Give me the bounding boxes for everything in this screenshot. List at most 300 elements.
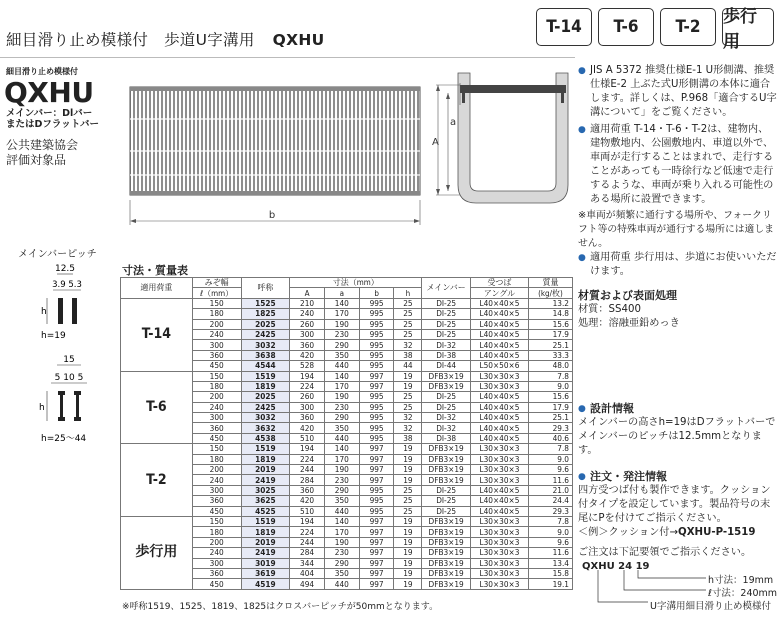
table-row [121,516,573,526]
table-cell: 420 [290,496,325,506]
table-cell: 290 [324,340,359,350]
table-cell: 420 [290,350,325,360]
table-cell: 29.3 [528,506,572,516]
badge-t14: T-14 [536,8,592,46]
table-cell: 170 [324,309,359,319]
table-cell: 25 [394,402,422,412]
svg-text:h=25〜44: h=25〜44 [41,434,87,444]
design-text: メインバーの高さh=19はDフラットバーでメインバーのピッチは12.5mmとなります。 [578,417,776,456]
table-cell: L40×40×5 [470,506,528,516]
table-cell: L30×30×3 [470,371,528,381]
table-cell: 450 [192,579,241,589]
table-cell: 19 [394,537,422,547]
table-cell: 19 [394,475,422,485]
table-cell: L30×30×3 [470,454,528,464]
table-cell: DFB3×19 [422,465,471,475]
th-mass: 質量 [528,278,572,288]
table-cell: 2025 [241,319,290,329]
table-cell: 997 [359,371,394,381]
th-angle-2: アングル [470,288,528,298]
table-cell: L40×40×5 [470,298,528,308]
table-cell: 4525 [241,506,290,516]
right-column [578,64,778,331]
table-cell: 300 [192,485,241,495]
table-cell: 170 [324,454,359,464]
order-example-code: QXHU-P-1519 [678,527,756,538]
table-cell: 300 [290,402,325,412]
table-cell: 224 [290,527,325,537]
table-cell: 4519 [241,579,290,589]
table-cell: 190 [324,392,359,402]
table-cell: 494 [290,579,325,589]
table-cell: 360 [290,413,325,423]
table-cell: L30×30×3 [470,579,528,589]
table-cell: 1519 [241,516,290,526]
svg-text:5 10 5: 5 10 5 [54,373,84,383]
table-cell: DFB3×19 [422,516,471,526]
table-cell: 995 [359,350,394,360]
table-cell: 9.6 [528,465,572,475]
th-dims: 寸法（mm） [290,278,422,288]
design-section [578,402,778,458]
table-row [121,371,573,381]
th-A: A [290,288,325,298]
grating-top-view [130,87,420,195]
table-cell: 15.6 [528,392,572,402]
table-cell: 360 [290,485,325,495]
table-cell: 995 [359,413,394,423]
bullet-jis: ● JIS A 5372 推奨仕様E-1 U形側溝、推奨仕様E-2 上ぶた式U形側溝の本体に適合します。詳しくは、P.968「適合するU字溝について」をご覧ください。 [578,64,778,120]
table-cell: 995 [359,361,394,371]
table-cell: 180 [192,381,241,391]
table-cell: 360 [192,568,241,578]
badge-t2: T-2 [660,8,716,46]
table-cell: 44 [394,361,422,371]
table-cell: 11.6 [528,475,572,485]
table-cell: 510 [290,506,325,516]
table-cell: DFB3×19 [422,548,471,558]
table-cell: L30×30×3 [470,381,528,391]
th-name: 呼称 [241,278,290,299]
table-cell: 194 [290,444,325,454]
table-cell: 3619 [241,568,290,578]
pitch-figure-25-44 [25,353,115,445]
table-cell: 2425 [241,402,290,412]
bullet-pedestrian: ● 適用荷重 歩行用は、歩道にお使いいただけます。 [578,251,778,279]
table-cell: 19.1 [528,579,572,589]
table-cell: 19 [394,527,422,537]
table-cell: L30×30×3 [470,568,528,578]
svg-text:h: h [41,307,47,317]
table-cell: 290 [324,485,359,495]
order-instruction: ご注文は下記要領でご指示ください。 [578,547,752,558]
table-cell: 350 [324,423,359,433]
table-cell: DFB3×19 [422,568,471,578]
material-line2: 処理：溶融亜鉛めっき [578,318,680,329]
th-main-bar: メインバー [422,278,471,299]
table-cell: 2419 [241,475,290,485]
spec-table [120,277,573,590]
table-cell: 7.8 [528,444,572,454]
table-cell: 2025 [241,392,290,402]
table-cell: 190 [324,537,359,547]
table-cell: 29.3 [528,423,572,433]
table-cell: 995 [359,433,394,443]
table-cell: DFB3×19 [422,475,471,485]
table-cell: 997 [359,516,394,526]
table-cell: L30×30×3 [470,516,528,526]
table-cell: 440 [324,433,359,443]
table-cell: 19 [394,444,422,454]
table-cell: 230 [324,329,359,339]
table-cell: 48.0 [528,361,572,371]
table-cell: 2019 [241,465,290,475]
table-cell: 995 [359,298,394,308]
table-cell: DI-38 [422,433,471,443]
th-width: みぞ幅 [192,278,241,288]
table-cell: 1825 [241,309,290,319]
table-cell: 33.3 [528,350,572,360]
table-cell: 997 [359,527,394,537]
table-cell: DI-25 [422,319,471,329]
table-cell: 528 [290,361,325,371]
table-cell: 224 [290,454,325,464]
svg-text:3.9 5.3: 3.9 5.3 [52,280,82,290]
table-cell: 997 [359,475,394,485]
table-cell: 25 [394,506,422,516]
table-cell: 300 [192,413,241,423]
table-cell: 995 [359,485,394,495]
table-cell: 2019 [241,537,290,547]
title-code: QXHU [272,31,325,49]
svg-text:15: 15 [63,355,75,365]
table-cell: 997 [359,465,394,475]
table-cell: L40×40×5 [470,309,528,319]
table-cell: L40×40×5 [470,340,528,350]
th-mass-unit: (kg/枚) [528,288,572,298]
table-cell: DFB3×19 [422,444,471,454]
title-text: 細目滑り止め模様付 歩道U字溝用 [6,31,255,49]
table-cell: 200 [192,465,241,475]
table-cell: 140 [324,371,359,381]
table-cell: DI-44 [422,361,471,371]
table-cell: DI-32 [422,413,471,423]
table-title: 寸法・質量表 [122,264,188,277]
order-code: QXHU 24 19 [582,561,650,572]
table-cell: 350 [324,496,359,506]
table-cell: DI-38 [422,350,471,360]
header-divider [0,57,575,58]
table-cell: L50×50×6 [470,361,528,371]
table-cell: 170 [324,381,359,391]
table-cell: 360 [192,423,241,433]
table-cell: 240 [192,475,241,485]
table-cell: 440 [324,579,359,589]
table-cell: 1525 [241,298,290,308]
table-cell: L40×40×5 [470,423,528,433]
table-cell: DI-32 [422,423,471,433]
table-cell: L40×40×5 [470,350,528,360]
table-cell: 19 [394,371,422,381]
table-cell: 995 [359,402,394,412]
table-cell: DI-25 [422,392,471,402]
pitch-title: メインバーピッチ [18,249,97,260]
table-cell: 25 [394,496,422,506]
table-cell: 997 [359,537,394,547]
table-cell: 240 [290,309,325,319]
table-cell: 3632 [241,423,290,433]
badge-pedestrian: 歩行用 [722,8,774,46]
table-cell: 420 [290,423,325,433]
table-cell: L30×30×3 [470,527,528,537]
table-cell: 200 [192,537,241,547]
table-header-row [121,278,573,288]
table-cell: 510 [290,433,325,443]
table-cell: 25 [394,309,422,319]
th-width-unit: ℓ（mm） [192,288,241,298]
table-cell: 180 [192,527,241,537]
table-cell: 38 [394,433,422,443]
th-b: b [359,288,394,298]
table-cell: 19 [394,465,422,475]
main-bar-note [6,108,99,130]
table-cell: 25.1 [528,413,572,423]
table-cell: 19 [394,558,422,568]
table-cell: 450 [192,361,241,371]
table-cell: 450 [192,506,241,516]
table-cell: 350 [324,350,359,360]
table-cell: L40×40×5 [470,319,528,329]
legend-l: ℓ寸法：240mm [708,588,778,599]
legend-name: U字溝用細目滑り止め模様付 [650,601,771,612]
table-cell: DFB3×19 [422,579,471,589]
th-angle: 受つば [470,278,528,288]
table-cell: DI-25 [422,485,471,495]
table-cell: 17.9 [528,402,572,412]
table-cell: 200 [192,319,241,329]
table-cell: 150 [192,298,241,308]
assoc-line2: 評価対象品 [6,153,67,167]
table-cell: DI-25 [422,298,471,308]
table-cell: 19 [394,568,422,578]
table-cell: 995 [359,319,394,329]
table-cell: L30×30×3 [470,558,528,568]
table-cell: 7.8 [528,516,572,526]
table-cell: 350 [324,568,359,578]
table-footnote: ※呼称1519、1525、1819、1825はクロスバーピッチが50mmとなります。 [122,602,439,612]
material-line1: 材質：SS400 [578,304,641,315]
table-cell: 9.0 [528,527,572,537]
table-cell: 140 [324,298,359,308]
table-cell: 300 [192,340,241,350]
table-cell: DFB3×19 [422,454,471,464]
legend-h: h寸法：19mm [708,575,774,586]
table-cell: 440 [324,361,359,371]
table-cell: 15.8 [528,568,572,578]
bullet-load: ● 適用荷重 T-14・T-6・T-2は、建物内、建物敷地内、公園敷地内、車道以外で、車両が走行することはまれで、走行することがあっても一時徐行など低速で走行するような、車両が乗り入れる可能性のある場所に設置できます。 [578,123,778,207]
svg-text:h=19: h=19 [41,331,66,341]
table-cell: 32 [394,413,422,423]
table-cell: 150 [192,444,241,454]
table-cell: 3032 [241,413,290,423]
table-cell: 997 [359,579,394,589]
table-cell: 15.6 [528,319,572,329]
table-cell: 150 [192,371,241,381]
main-bar-line1: メインバー：Dlバー [6,108,93,119]
table-cell: 230 [324,402,359,412]
table-cell: 995 [359,496,394,506]
table-cell: 230 [324,475,359,485]
table-cell: 9.6 [528,537,572,547]
svg-text:h: h [39,403,45,413]
table-cell: 1519 [241,444,290,454]
table-cell: 19 [394,381,422,391]
table-cell: 17.9 [528,329,572,339]
table-cell: 995 [359,392,394,402]
table-cell: L40×40×5 [470,402,528,412]
table-cell: 997 [359,444,394,454]
table-cell: 32 [394,340,422,350]
table-cell: 13.4 [528,558,572,568]
table-cell: L30×30×3 [470,465,528,475]
table-cell: L40×40×5 [470,496,528,506]
th-h: h [394,288,422,298]
table-cell: 19 [394,516,422,526]
table-cell: L30×30×3 [470,444,528,454]
table-cell: L30×30×3 [470,475,528,485]
table-cell: 240 [192,329,241,339]
svg-text:12.5: 12.5 [54,264,76,274]
main-bar-line2: またはDフラットバー [6,119,100,130]
table-cell: 1819 [241,381,290,391]
table-cell: 997 [359,558,394,568]
table-cell: 360 [192,496,241,506]
table-cell: 25 [394,392,422,402]
load-cell: 歩行用 [121,516,193,589]
table-cell: 284 [290,475,325,485]
table-cell: 240 [192,548,241,558]
page-title [6,28,325,50]
table-cell: L40×40×5 [470,433,528,443]
table-cell: DI-25 [422,309,471,319]
table-cell: 9.0 [528,454,572,464]
table-cell: 25.1 [528,340,572,350]
table-cell: L40×40×5 [470,485,528,495]
table-cell: 360 [192,350,241,360]
table-cell: 1519 [241,371,290,381]
table-cell: 290 [324,413,359,423]
table-cell: 11.6 [528,548,572,558]
table-cell: 13.2 [528,298,572,308]
order-section [578,470,778,560]
table-cell: DI-25 [422,329,471,339]
load-cell: T-14 [121,298,193,371]
table-cell: 404 [290,568,325,578]
load-badges [536,7,774,52]
load-cell: T-2 [121,444,193,517]
table-cell: 997 [359,454,394,464]
table-cell: 140 [324,516,359,526]
order-example [578,526,778,540]
table-row [121,444,573,454]
table-cell: 7.8 [528,371,572,381]
table-cell: 3638 [241,350,290,360]
table-cell: 210 [290,298,325,308]
table-cell: 995 [359,506,394,516]
table-cell: DI-25 [422,402,471,412]
grating-drawing [120,65,575,245]
th-a: a [324,288,359,298]
table-cell: 25 [394,298,422,308]
table-cell: 997 [359,381,394,391]
table-cell: 170 [324,527,359,537]
table-cell: 224 [290,381,325,391]
table-cell: 284 [290,548,325,558]
th-load: 適用荷重 [121,278,193,299]
table-cell: 19 [394,579,422,589]
table-cell: 4538 [241,433,290,443]
table-cell: 194 [290,516,325,526]
table-cell: 244 [290,465,325,475]
table-cell: 230 [324,548,359,558]
table-cell: 3625 [241,496,290,506]
table-cell: 997 [359,548,394,558]
table-cell: 25 [394,329,422,339]
table-cell: 3019 [241,558,290,568]
table-cell: 300 [290,329,325,339]
product-code: QXHU [4,76,94,109]
table-cell: 360 [290,340,325,350]
table-cell: 25 [394,485,422,495]
table-cell: 40.6 [528,433,572,443]
table-cell: DI-25 [422,496,471,506]
dim-A-label: A [432,137,439,148]
table-cell: 24.4 [528,496,572,506]
dim-b-label: b [268,210,276,221]
table-cell: 260 [290,319,325,329]
table-cell: 995 [359,309,394,319]
table-cell: 2419 [241,548,290,558]
table-cell: L40×40×5 [470,329,528,339]
table-cell: 190 [324,319,359,329]
table-cell: 440 [324,506,359,516]
material-title: 材質および表面処理 [578,289,677,302]
table-cell: 260 [290,392,325,402]
table-cell: 300 [192,558,241,568]
table-cell: 25 [394,319,422,329]
table-cell: 194 [290,371,325,381]
design-title: ● 設計情報 [578,402,778,416]
table-cell: 3032 [241,340,290,350]
table-cell: 1819 [241,527,290,537]
table-cell: 290 [324,558,359,568]
pitch-figure-19 [25,262,115,342]
table-cell: 997 [359,568,394,578]
table-cell: 995 [359,423,394,433]
table-cell: 180 [192,454,241,464]
table-cell: 344 [290,558,325,568]
table-cell: DFB3×19 [422,537,471,547]
dim-a-label: a [450,117,457,128]
product-subtitle: 細目滑り止め模様付 [6,67,78,76]
table-cell: 140 [324,444,359,454]
table-cell: 180 [192,309,241,319]
table-cell: L40×40×5 [470,392,528,402]
table-cell: 244 [290,537,325,547]
association-note [6,138,78,168]
table-cell: 9.0 [528,381,572,391]
table-cell: L40×40×5 [470,413,528,423]
